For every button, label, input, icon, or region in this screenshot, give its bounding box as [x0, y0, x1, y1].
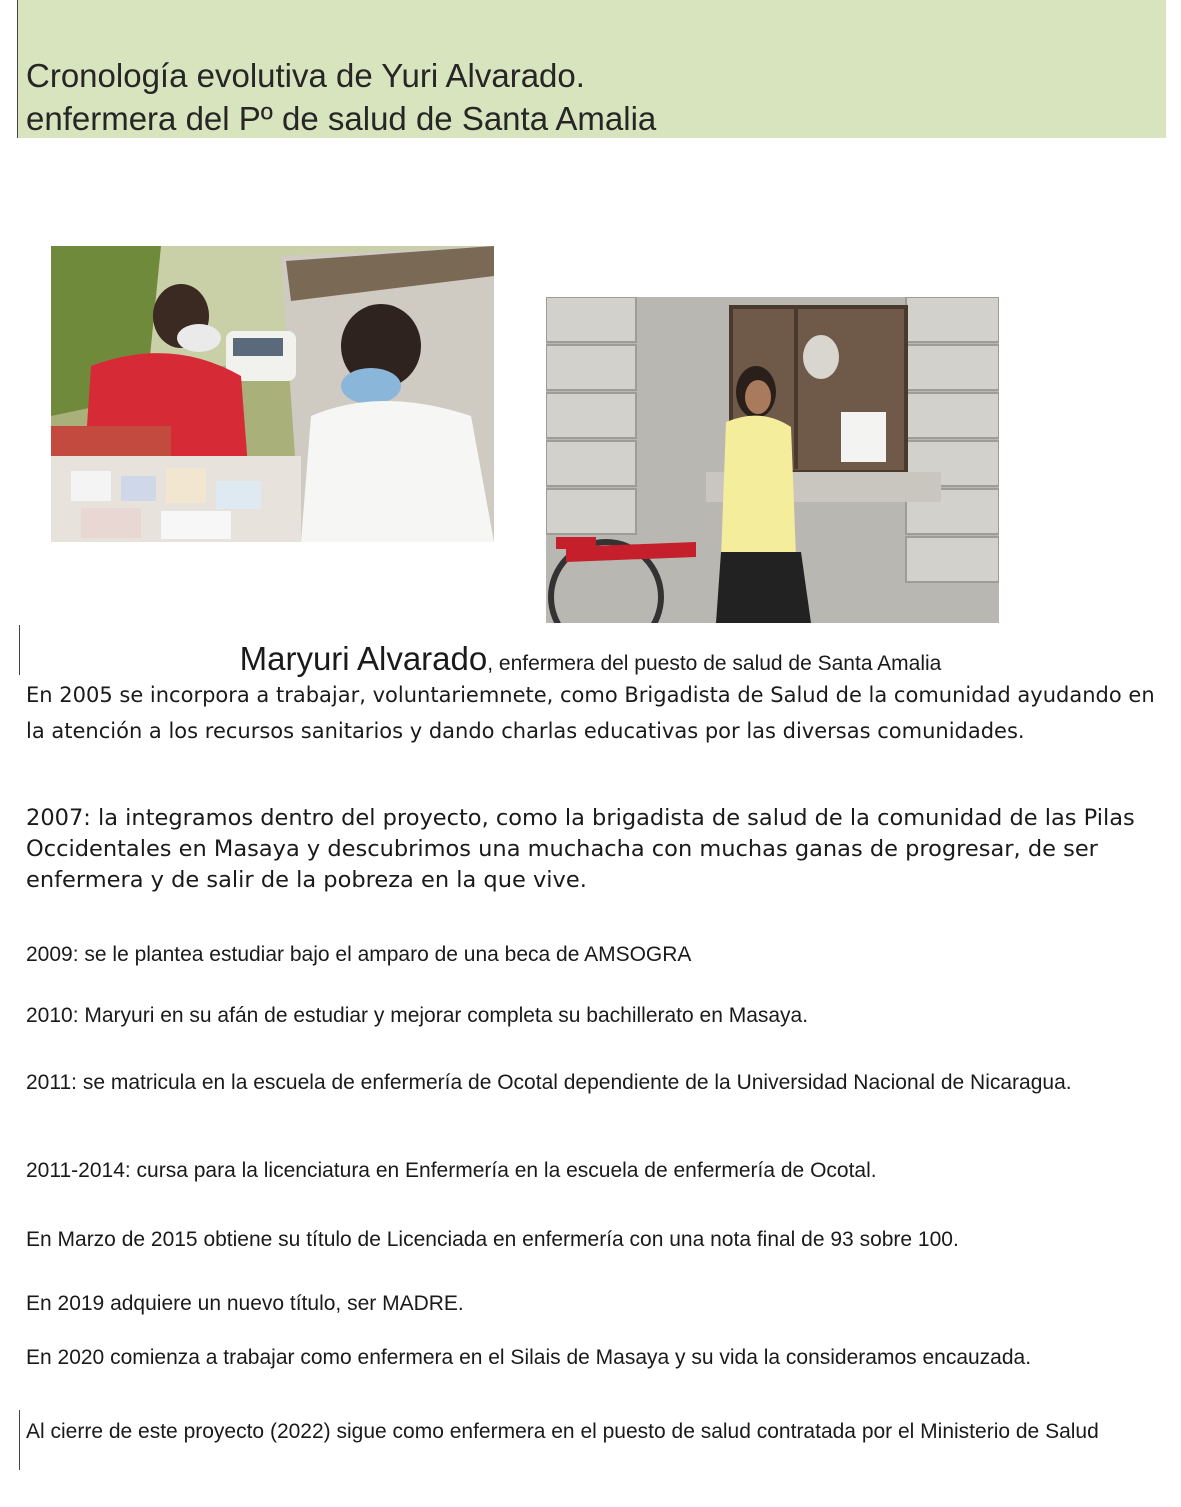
margin-rule: [17, 0, 18, 138]
title-banner: [18, 0, 1166, 138]
paragraph-2010: 2010: Maryuri en su afán de estudiar y mejorar completa su bachillerato en Masaya.: [26, 1004, 809, 1027]
paragraph-2009: 2009: se le plantea estudiar bajo el amparo de una beca de AMSOGRA: [26, 943, 692, 966]
photo-caption: [0, 640, 1181, 678]
paragraph-2011-2014: 2011-2014: cursa para la licenciatura en Enfermería en la escuela de enfermería de Ocotal.: [26, 1159, 877, 1182]
paragraph-2019: En 2019 adquiere un nuevo título, ser MADRE.: [26, 1292, 464, 1315]
caption-role: , enfermera del puesto de salud de Santa Amalia: [487, 652, 942, 675]
photo-nurse-handing-medicine: [51, 246, 494, 542]
paragraph-2022: Al cierre de este proyecto (2022) sigue como enfermera en el puesto de salud contratada por el Ministerio de Salud: [26, 1420, 1099, 1443]
paragraph-2015: En Marzo de 2015 obtiene su título de Licenciada en enfermería con una nota final de 93 sobre 100.: [26, 1228, 959, 1251]
paragraph-2007: 2007: la integramos dentro del proyecto, como la brigadista de salud de la comunidad de las Pilas Occidentales en Masaya y descubrimos una muchacha con muchas ganas de progresar, de ser enfermera y de salir de la pobreza en la que vive.: [26, 805, 1135, 893]
paragraph-2020: En 2020 comienza a trabajar como enfermera en el Silais de Masaya y su vida la consideramos encauzada.: [26, 1346, 1032, 1369]
paragraph-2011: 2011: se matricula en la escuela de enfermería de Ocotal dependiente de la Universidad Nacional de Nicaragua.: [26, 1071, 1072, 1094]
photo-woman-at-window: [546, 297, 999, 623]
margin-rule: [19, 1410, 20, 1470]
paragraph-2005: En 2005 se incorpora a trabajar, voluntariemnete, como Brigadista de Salud de la comunidad ayudando en la atención a los recursos sanitarios y dando charlas educativas por las diversas comunidades.: [26, 683, 1155, 743]
page-title-line-2: enfermera del Pº de salud de Santa Amalia: [26, 100, 657, 137]
caption-name: Maryuri Alvarado: [239, 640, 488, 677]
page-title-line-1: Cronología evolutiva de Yuri Alvarado.: [26, 57, 585, 94]
